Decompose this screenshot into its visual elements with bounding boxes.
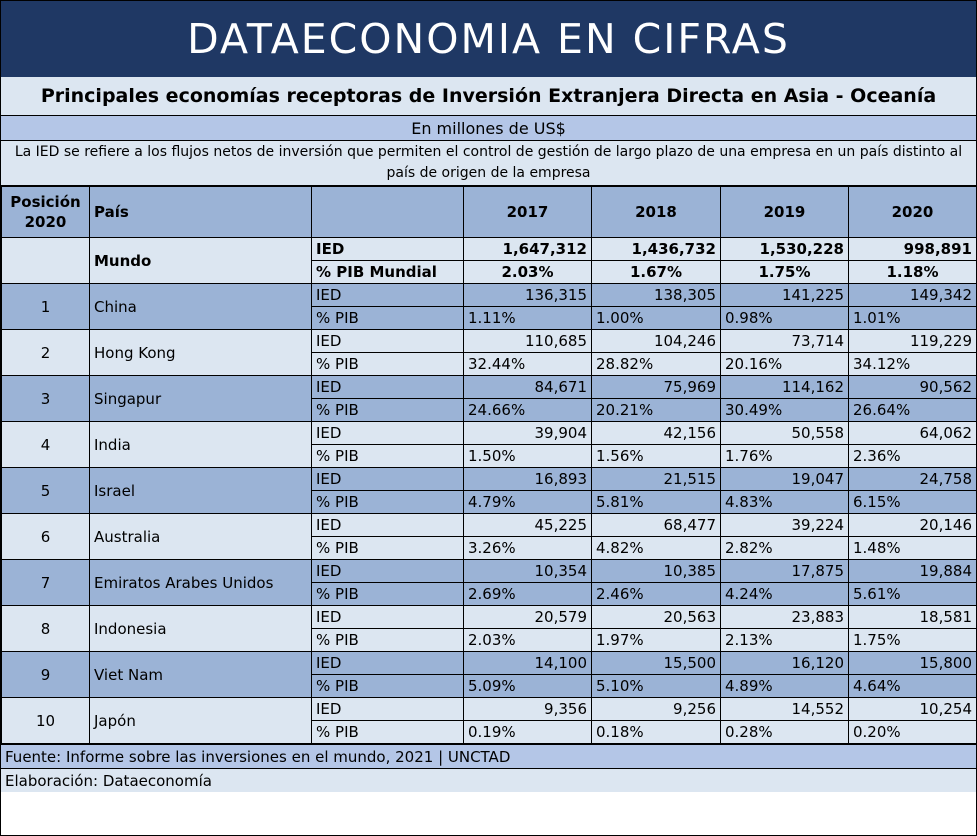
pib-value: 2.46% <box>592 583 721 606</box>
definition-note: La IED se refiere a los flujos netos de inversión que permiten el control de gestión de largo plazo de una empresa en un país distinto al país de origen de la empresa <box>1 141 976 186</box>
world-ied-value: 1,530,228 <box>721 238 849 261</box>
ied-value: 10,354 <box>464 560 592 583</box>
position-cell: 10 <box>2 698 90 744</box>
country-ied-row <box>2 698 977 721</box>
country-ied-row <box>2 560 977 583</box>
ied-value: 149,342 <box>849 284 977 307</box>
pib-value: 5.09% <box>464 675 592 698</box>
pib-value: 2.03% <box>464 629 592 652</box>
header-year: 2017 <box>464 187 592 238</box>
pib-value: 20.21% <box>592 399 721 422</box>
ied-value: 73,714 <box>721 330 849 353</box>
country-name: Emiratos Arabes Unidos <box>90 560 312 606</box>
metric-label: IED <box>312 376 464 399</box>
ied-value: 20,563 <box>592 606 721 629</box>
position-cell: 2 <box>2 330 90 376</box>
pib-value: 0.18% <box>592 721 721 744</box>
source-note: Fuente: Informe sobre las inversiones en el mundo, 2021 | UNCTAD <box>1 744 976 768</box>
pib-value: 2.82% <box>721 537 849 560</box>
ied-value: 16,120 <box>721 652 849 675</box>
country-name: Viet Nam <box>90 652 312 698</box>
ied-value: 68,477 <box>592 514 721 537</box>
country-ied-row <box>2 284 977 307</box>
ied-value: 19,884 <box>849 560 977 583</box>
ied-value: 42,156 <box>592 422 721 445</box>
position-cell: 7 <box>2 560 90 606</box>
pib-value: 2.69% <box>464 583 592 606</box>
pib-value: 1.00% <box>592 307 721 330</box>
ied-value: 20,579 <box>464 606 592 629</box>
world-pib-value: 1.18% <box>849 261 977 284</box>
ied-value: 119,229 <box>849 330 977 353</box>
world-pib-value: 1.67% <box>592 261 721 284</box>
ied-value: 17,875 <box>721 560 849 583</box>
pib-value: 0.20% <box>849 721 977 744</box>
country-ied-row <box>2 652 977 675</box>
pib-value: 32.44% <box>464 353 592 376</box>
country-ied-row <box>2 468 977 491</box>
pib-value: 4.89% <box>721 675 849 698</box>
country-name: Indonesia <box>90 606 312 652</box>
metric-label: IED <box>312 606 464 629</box>
world-name: Mundo <box>90 238 312 284</box>
header-row <box>2 187 977 238</box>
metric-label: % PIB <box>312 721 464 744</box>
ied-value: 138,305 <box>592 284 721 307</box>
country-ied-row <box>2 606 977 629</box>
ied-value: 84,671 <box>464 376 592 399</box>
pib-value: 30.49% <box>721 399 849 422</box>
position-cell: 4 <box>2 422 90 468</box>
header-metric <box>312 187 464 238</box>
pib-value: 4.82% <box>592 537 721 560</box>
metric-label: % PIB <box>312 583 464 606</box>
position-cell: 8 <box>2 606 90 652</box>
position-cell: 9 <box>2 652 90 698</box>
country-name: Hong Kong <box>90 330 312 376</box>
ied-value: 75,969 <box>592 376 721 399</box>
country-ied-row <box>2 330 977 353</box>
pib-value: 0.28% <box>721 721 849 744</box>
pib-value: 24.66% <box>464 399 592 422</box>
world-ied-value: 1,647,312 <box>464 238 592 261</box>
units-label: En millones de US$ <box>1 116 976 141</box>
ied-value: 15,500 <box>592 652 721 675</box>
country-name: Japón <box>90 698 312 744</box>
ied-value: 45,225 <box>464 514 592 537</box>
pib-value: 1.50% <box>464 445 592 468</box>
ied-value: 39,904 <box>464 422 592 445</box>
ied-value: 9,256 <box>592 698 721 721</box>
ied-value: 10,254 <box>849 698 977 721</box>
country-name: India <box>90 422 312 468</box>
pib-value: 5.61% <box>849 583 977 606</box>
header-year: 2018 <box>592 187 721 238</box>
pib-value: 34.12% <box>849 353 977 376</box>
pib-value: 26.64% <box>849 399 977 422</box>
ied-value: 39,224 <box>721 514 849 537</box>
pib-value: 20.16% <box>721 353 849 376</box>
ied-value: 16,893 <box>464 468 592 491</box>
pib-value: 4.83% <box>721 491 849 514</box>
metric-label: IED <box>312 422 464 445</box>
pib-value: 1.48% <box>849 537 977 560</box>
header-year: 2020 <box>849 187 977 238</box>
ied-value: 24,758 <box>849 468 977 491</box>
banner-title: DATAECONOMIA EN CIFRAS <box>1 1 976 77</box>
ied-value: 104,246 <box>592 330 721 353</box>
ied-value: 50,558 <box>721 422 849 445</box>
header-country: País <box>90 187 312 238</box>
metric-label: % PIB <box>312 399 464 422</box>
position-cell: 5 <box>2 468 90 514</box>
ied-value: 20,146 <box>849 514 977 537</box>
pib-value: 5.10% <box>592 675 721 698</box>
position-cell: 6 <box>2 514 90 560</box>
world-pib-value: 2.03% <box>464 261 592 284</box>
country-name: China <box>90 284 312 330</box>
ied-value: 10,385 <box>592 560 721 583</box>
metric-label: % PIB <box>312 491 464 514</box>
metric-label: % PIB <box>312 629 464 652</box>
credit-note: Elaboración: Dataeconomía <box>1 768 976 792</box>
header-year: 2019 <box>721 187 849 238</box>
ied-value: 64,062 <box>849 422 977 445</box>
pib-value: 3.26% <box>464 537 592 560</box>
pib-value: 2.13% <box>721 629 849 652</box>
ied-table <box>1 186 977 744</box>
pib-value: 28.82% <box>592 353 721 376</box>
pib-value: 4.64% <box>849 675 977 698</box>
metric-label: % PIB <box>312 537 464 560</box>
country-name: Singapur <box>90 376 312 422</box>
ied-value: 23,883 <box>721 606 849 629</box>
pib-value: 1.75% <box>849 629 977 652</box>
ied-value: 90,562 <box>849 376 977 399</box>
world-position <box>2 238 90 284</box>
pib-value: 4.24% <box>721 583 849 606</box>
country-ied-row <box>2 376 977 399</box>
ied-value: 18,581 <box>849 606 977 629</box>
world-ied-row <box>2 238 977 261</box>
table-title: Principales economías receptoras de Inversión Extranjera Directa en Asia - Oceanía <box>1 77 976 116</box>
country-ied-row <box>2 514 977 537</box>
pib-value: 1.11% <box>464 307 592 330</box>
pib-value: 1.01% <box>849 307 977 330</box>
world-pib-value: 1.75% <box>721 261 849 284</box>
header-position: Posición 2020 <box>2 187 90 238</box>
metric-label: IED <box>312 514 464 537</box>
pib-value: 0.19% <box>464 721 592 744</box>
metric-label: IED <box>312 652 464 675</box>
world-ied-value: 1,436,732 <box>592 238 721 261</box>
ied-value: 14,100 <box>464 652 592 675</box>
metric-label: % PIB <box>312 353 464 376</box>
country-ied-row <box>2 422 977 445</box>
metric-label: IED <box>312 468 464 491</box>
ied-value: 9,356 <box>464 698 592 721</box>
metric-label: % PIB Mundial <box>312 261 464 284</box>
ied-value: 110,685 <box>464 330 592 353</box>
ied-value: 19,047 <box>721 468 849 491</box>
pib-value: 0.98% <box>721 307 849 330</box>
ied-value: 15,800 <box>849 652 977 675</box>
world-ied-value: 998,891 <box>849 238 977 261</box>
metric-label: % PIB <box>312 307 464 330</box>
metric-label: % PIB <box>312 445 464 468</box>
ied-value: 141,225 <box>721 284 849 307</box>
metric-label: IED <box>312 698 464 721</box>
pib-value: 1.56% <box>592 445 721 468</box>
metric-label: % PIB <box>312 675 464 698</box>
position-cell: 1 <box>2 284 90 330</box>
pib-value: 6.15% <box>849 491 977 514</box>
position-cell: 3 <box>2 376 90 422</box>
pib-value: 5.81% <box>592 491 721 514</box>
pib-value: 2.36% <box>849 445 977 468</box>
ied-value: 114,162 <box>721 376 849 399</box>
metric-label: IED <box>312 560 464 583</box>
pib-value: 4.79% <box>464 491 592 514</box>
metric-label: IED <box>312 330 464 353</box>
pib-value: 1.76% <box>721 445 849 468</box>
ied-value: 21,515 <box>592 468 721 491</box>
metric-label: IED <box>312 238 464 261</box>
ied-value: 136,315 <box>464 284 592 307</box>
country-name: Australia <box>90 514 312 560</box>
metric-label: IED <box>312 284 464 307</box>
ied-value: 14,552 <box>721 698 849 721</box>
pib-value: 1.97% <box>592 629 721 652</box>
country-name: Israel <box>90 468 312 514</box>
